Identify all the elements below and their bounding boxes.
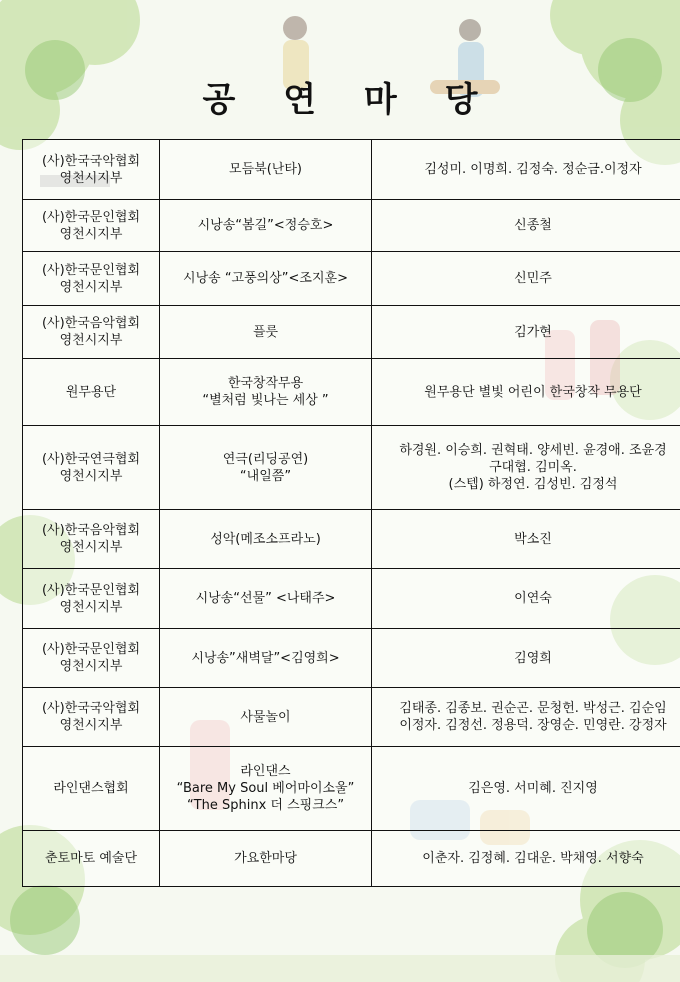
performers-cell-line: 박소진 [514, 531, 552, 547]
table-row [23, 569, 680, 629]
performers-cell [372, 569, 680, 629]
performers-cell [372, 200, 680, 252]
group-cell-line: 영천시지부 [59, 540, 123, 555]
program-cell [160, 629, 372, 688]
program-cell [160, 510, 372, 569]
performers-cell-line: 이연숙 [514, 591, 552, 606]
program-cell-line: 플룻 [252, 324, 279, 340]
performers-cell-line: 신종철 [514, 218, 552, 233]
table-row [23, 252, 680, 306]
group-cell [23, 252, 160, 306]
performers-cell-line: 하경원. 이승희. 권혁태. 양세빈. 윤경애. 조윤경 [399, 443, 667, 458]
performers-cell [372, 747, 680, 831]
performers-cell [372, 510, 680, 569]
group-cell [23, 831, 160, 887]
group-cell-line: (사)한국문인협회 [41, 582, 141, 598]
group-cell [23, 747, 160, 831]
table-row [23, 629, 680, 688]
table-row [23, 510, 680, 569]
program-cell-line: 가요한마당 [234, 851, 297, 866]
program-cell [160, 426, 372, 510]
program-cell [160, 747, 372, 831]
performers-cell-line: 김성미. 이명희. 김정숙. 정순금.이정자 [424, 162, 642, 177]
program-cell [160, 831, 372, 887]
program-cell-line: 연극(리딩공연) [222, 451, 309, 467]
group-cell [23, 306, 160, 359]
program-cell-line: 시낭송”새벽달”<김영희> [191, 650, 340, 666]
performers-cell [372, 831, 680, 887]
program-cell-line: 시낭송“봄길”<정승호> [197, 218, 334, 233]
performers-cell [372, 306, 680, 359]
program-cell-line: “별처럼 빛나는 세상 ” [202, 393, 329, 408]
group-cell-line: 영천시지부 [59, 279, 123, 295]
group-cell-line: (사)한국문인협회 [41, 642, 141, 657]
program-cell [160, 140, 372, 200]
performers-cell [372, 252, 680, 306]
program-cell-line: 시낭송“선물” <나태주> [195, 591, 336, 606]
performers-cell [372, 629, 680, 688]
group-cell-line: 영천시지부 [59, 170, 123, 186]
performers-cell-line: (스텝) 하정연. 김성빈. 김정석 [448, 477, 618, 492]
performers-cell-line: 김은영. 서미혜. 진지영 [468, 781, 598, 796]
program-cell-line: “내일쯤” [239, 468, 292, 484]
table-row [23, 140, 680, 200]
program-cell-line: 성악(메조소프라노) [210, 531, 321, 547]
performers-cell-line: 김영희 [514, 650, 552, 666]
program-cell [160, 688, 372, 747]
group-cell-line: (사)한국연극협회 [41, 451, 141, 467]
program-cell-line: “The Sphinx 더 스핑크스” [186, 798, 345, 813]
table-row [23, 306, 680, 359]
program-cell-line: 시낭송 “고풍의상”<조지훈> [183, 271, 348, 286]
program-cell [160, 306, 372, 359]
performers-cell-line: 구대협. 김미옥. [489, 460, 577, 475]
group-cell-line: 춘토마토 예술단 [44, 851, 138, 866]
performers-cell [372, 688, 680, 747]
group-cell-line: 영천시지부 [59, 599, 123, 615]
group-cell [23, 510, 160, 569]
table-row [23, 831, 680, 887]
program-cell-line: 사물놀이 [240, 709, 291, 725]
program-cell [160, 359, 372, 426]
group-cell-line: (사)한국국악협회 [41, 701, 141, 716]
program-cell [160, 569, 372, 629]
program-cell [160, 252, 372, 306]
group-cell-line: 영천시지부 [59, 333, 123, 348]
performers-cell-line: 김태종. 김종보. 권순곤. 문청헌. 박성근. 김순임 [399, 701, 667, 716]
table-row [23, 359, 680, 426]
group-cell [23, 569, 160, 629]
table-row [23, 426, 680, 510]
program-cell-line: “Bare My Soul 베어마이소울” [176, 781, 355, 796]
page-title: 공 연 마 당 [202, 80, 496, 120]
group-cell [23, 688, 160, 747]
program-cell-line: 모듬북(난타) [229, 162, 302, 177]
performers-cell-line: 신민주 [514, 271, 552, 286]
program-cell [160, 200, 372, 252]
performers-cell-line: 원무용단 별빛 어린이 한국창작 무용단 [424, 384, 642, 400]
group-cell-line: 영천시지부 [59, 468, 123, 484]
table-row [23, 200, 680, 252]
performers-cell-line: 김가현 [514, 324, 552, 340]
group-cell [23, 140, 160, 200]
group-cell-line: 영천시지부 [59, 659, 123, 674]
group-cell-line: (사)한국음악협회 [41, 316, 141, 331]
performers-cell [372, 140, 680, 200]
group-cell-line: 영천시지부 [59, 718, 123, 733]
group-cell [23, 426, 160, 510]
group-cell-line: 원무용단 [65, 384, 117, 400]
table-row [23, 747, 680, 831]
group-cell-line: (사)한국문인협회 [41, 209, 141, 225]
group-cell-line: 라인댄스협회 [53, 781, 129, 796]
performers-cell [372, 426, 680, 510]
performance-table [22, 139, 680, 887]
performers-cell-line: 이정자. 김정선. 정용덕. 장영순. 민영란. 강정자 [399, 718, 667, 733]
group-cell [23, 629, 160, 688]
group-cell-line: (사)한국문인협회 [41, 262, 141, 278]
group-cell [23, 200, 160, 252]
group-cell-line: (사)한국음악협회 [41, 523, 141, 538]
group-cell-line: 영천시지부 [59, 226, 123, 242]
program-cell-line: 라인댄스 [240, 764, 291, 779]
group-cell-line: (사)한국국악협회 [41, 153, 141, 169]
table-row [23, 688, 680, 747]
performers-cell-line: 이춘자. 김정혜. 김대운. 박채영. 서향숙 [422, 851, 644, 866]
program-cell-line: 한국창작무용 [227, 376, 304, 391]
performers-cell [372, 359, 680, 426]
group-cell [23, 359, 160, 426]
